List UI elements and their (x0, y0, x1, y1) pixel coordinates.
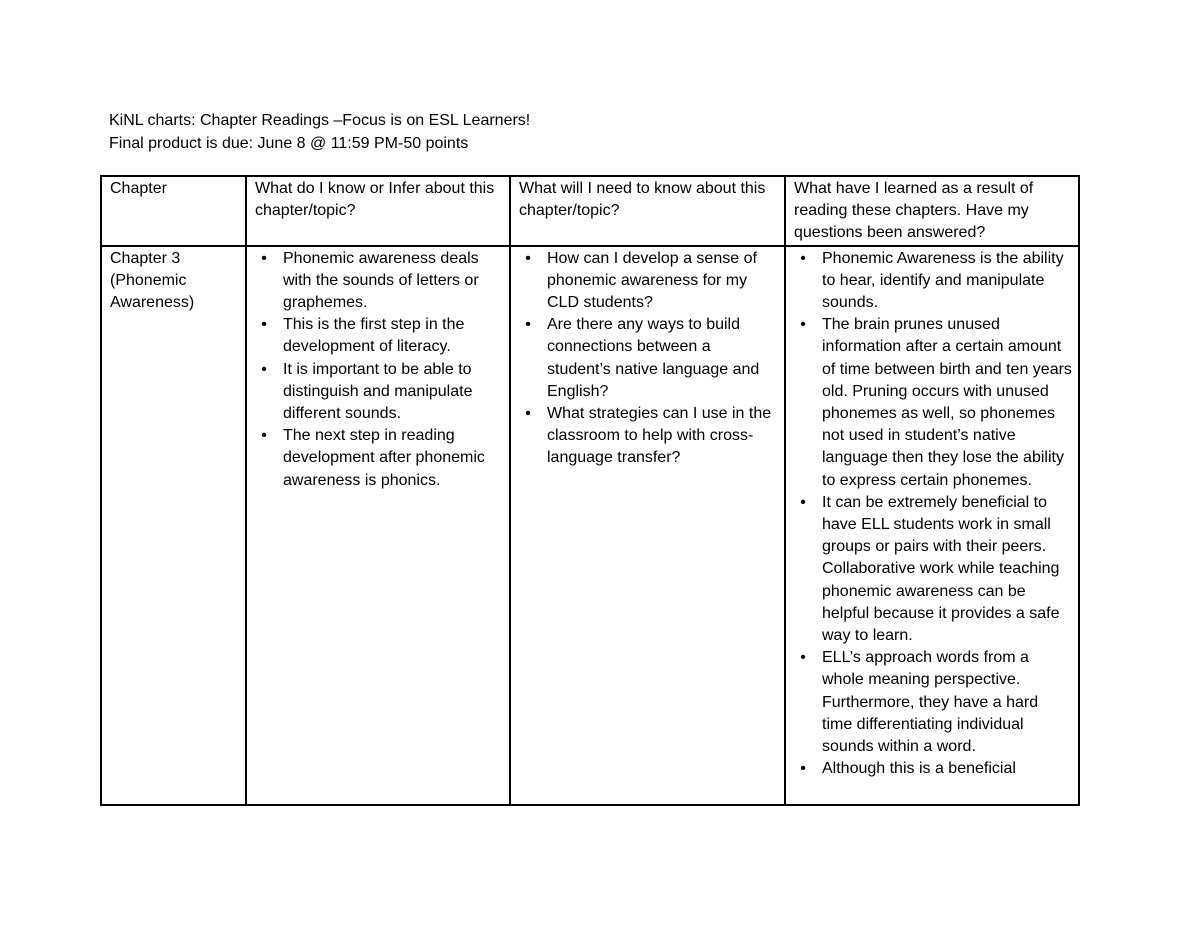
list-item-text: This is the first step in the development of literacy. (283, 316, 465, 356)
bullet-icon: • (800, 316, 806, 334)
document-title: KiNL charts: Chapter Readings –Focus is on ESL Learners! (109, 112, 531, 129)
bullet-icon: • (261, 427, 267, 445)
bullet-icon: • (800, 493, 806, 511)
bullet-icon: • (800, 649, 806, 667)
list-item-text: The next step in reading development after phonemic awareness is phonics. (283, 427, 485, 489)
know-cell (246, 246, 510, 805)
chapter-cell: Chapter 3 (Phonemic Awareness) (101, 246, 246, 805)
list-item (519, 248, 778, 315)
list-item (255, 359, 503, 426)
header-chapter: Chapter (101, 176, 246, 246)
list-item (794, 248, 1072, 315)
bullet-icon: • (800, 249, 806, 267)
learned-list (794, 248, 1072, 781)
bullet-icon: • (261, 360, 267, 378)
header-learned: What have I learned as a result of reading these chapters. Have my questions been answered? (785, 176, 1079, 246)
bullet-icon: • (525, 316, 531, 334)
document-heading (109, 110, 530, 155)
bullet-icon: • (525, 405, 531, 423)
need-cell (510, 246, 785, 805)
list-item-text: How can I develop a sense of phonemic awareness for my CLD students? (547, 249, 757, 312)
bullet-icon: • (525, 249, 531, 267)
need-list (519, 248, 778, 470)
header-need: What will I need to know about this chapter/topic? (510, 176, 785, 246)
list-item-text: What strategies can I use in the classroom to help with cross-language transfer? (547, 405, 772, 467)
bullet-icon: • (800, 760, 806, 778)
list-item (794, 647, 1072, 758)
bullet-icon: • (261, 316, 267, 334)
list-item (255, 314, 503, 358)
list-item (794, 492, 1072, 647)
kwl-chart-table (100, 175, 1080, 806)
table-header-row (101, 176, 1079, 246)
list-item (794, 758, 1072, 780)
due-date-line: Final product is due: June 8 @ 11:59 PM-50 points (109, 134, 469, 152)
know-list (255, 248, 503, 492)
table-row (101, 246, 1079, 805)
list-item (519, 314, 778, 403)
list-item (255, 425, 503, 492)
list-item (794, 314, 1072, 492)
list-item-text: ELL’s approach words from a whole meaning perspective. Furthermore, they have a hard time differentiating individual sounds within a word. (822, 649, 1039, 756)
list-item (255, 248, 503, 315)
header-know: What do I know or Infer about this chapter/topic? (246, 176, 510, 246)
list-item-text: It can be extremely beneficial to have ELL students work in small groups or pairs with their peers. Collaborative work while teaching phonemic awareness can be helpful because it provides a safe way to learn. (822, 493, 1060, 645)
bullet-icon: • (261, 249, 267, 267)
list-item-text: Phonemic Awareness is the ability to hear, identify and manipulate sounds. (822, 249, 1064, 312)
list-item-text: It is important to be able to distinguish and manipulate different sounds. (283, 360, 473, 423)
list-item-text: The brain prunes unused information after a certain amount of time between birth and ten years old. Pruning occurs with unused phonemes as well, so phonemes not used in student’s native language then they lose the ability to express certain phonemes. (822, 316, 1072, 489)
learned-cell (785, 246, 1079, 805)
list-item (519, 403, 778, 470)
list-item-text: Are there any ways to build connections between a student’s native language and English? (547, 316, 760, 400)
list-item-text: Although this is a beneficial (822, 760, 1016, 778)
list-item-text: Phonemic awareness deals with the sounds of letters or graphemes. (283, 249, 479, 312)
